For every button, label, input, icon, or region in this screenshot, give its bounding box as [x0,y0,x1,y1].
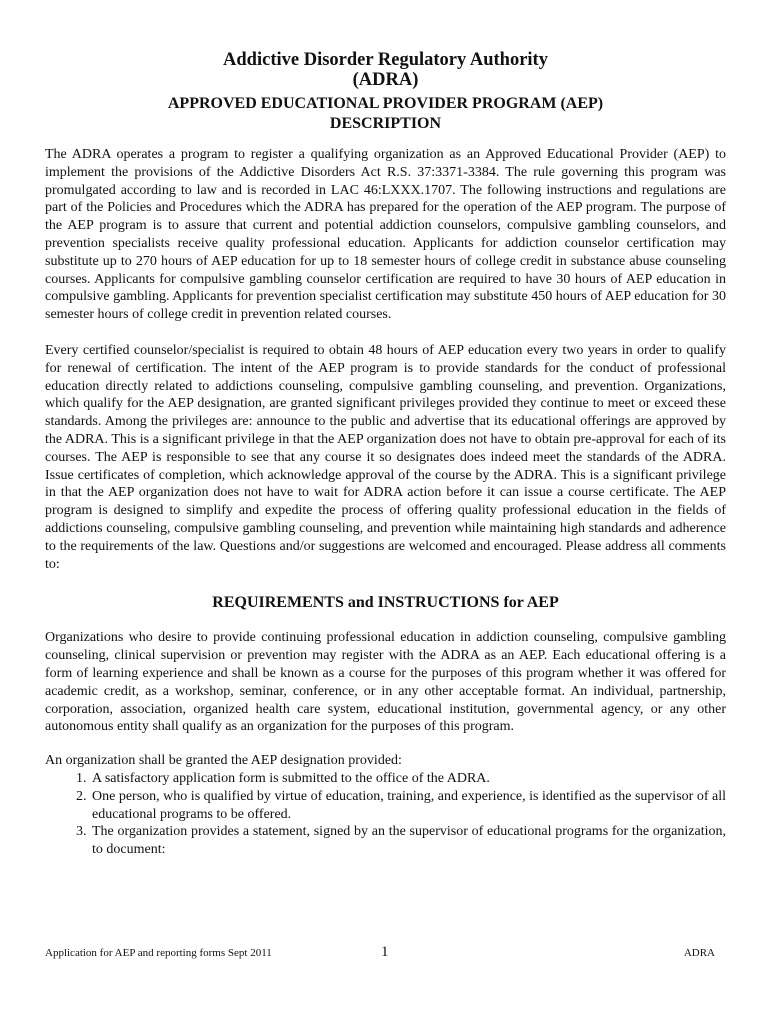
page-footer [45,944,715,964]
title-line-2: (ADRA) [352,70,419,90]
paragraph-organizations: Organizations who desire to provide continuing professional education in addiction counseling, compulsive gambling counseling, clinical supervision or prevention may register with the ADRA as an AEP. Each educational offering is a form of learning experience and shall be known as a course for the purposes of this program whether it was offered for academic credit, as a workshop, seminar, conference, or in any other acceptable format. An individual, partnership, corporation, association, organized health care system, educational institution, governmental agency, or any other autonomous entity shall qualify as an organization for the purposes of this program. [45,630,726,735]
subtitle-line-1: APPROVED EDUCATIONAL PROVIDER PROGRAM (AEP) [167,95,604,112]
paragraph-certification-renewal: Every certified counselor/specialist is required to obtain 48 hours of AEP education every two years in order to qualify for renewal of certification. The intent of the AEP program is to provide standards for the conduct of professional education directly related to addictions counseling, compulsive gambling counseling, and prevention. Organizations, which qualify for the AEP designation, are granted significant privileges provided they continue to meet or exceed these standards. Among the privileges are: announce to the public and advertise that its educational offerings are approved by the ADRA. This is a significant privilege in that the AEP organization does not have to obtain pre-approval for each of its courses. The AEP is responsible to see that any course it so designates does indeed meet the standards of the ADRA. Issue certificates of completion, which acknowledge approval of the course by the ADRA. This is a significant privilege in that the AEP organization does not have to wait for ADRA action before it can issue a course certificate. The AEP program is designed to simplify and expedite the process of offering quality professional education in the fields of addictions counseling, compulsive gambling counseling, and prevention while maintaining high standards and adherence to the requirements of the law. Questions and/or suggestions are welcomed and encouraged. Please address all comments to: [45,342,726,572]
list-item: 1. A satisfactory application form is submitted to the office of the ADRA. [90,770,726,788]
footer-organization: ADRA [683,947,715,959]
footer-document-label: Application for AEP and reporting forms Sept 2011 [45,947,272,959]
page-number: 1 [381,944,389,960]
document-body [45,48,726,859]
paragraph-program-overview: The ADRA operates a program to register a qualifying organization as an Approved Educational Provider (AEP) to implement the provisions of the Addictive Disorders Act R.S. 37:3371-3384. The rule governing this program was promulgated according to law and is recorded in LAC 46:LXXX.1707. The following instructions and regulations are part of the Policies and Procedures which the ADRA has prepared for the operation of the AEP program. The purpose of the AEP program is to assure that current and potential addiction counselors, compulsive gambling counselors, and prevention specialists receive quality professional education. Applicants for addiction counselor certification may substitute up to 270 hours of AEP education for up to 18 semester hours of college credit in substance abuse counseling courses. Applicants for compulsive gambling counselor certification are required to have 30 hours of AEP education in compulsive gambling. Applicants for prevention specialist certification may substitute 450 hours of AEP education for 30 semester hours of college credit in prevention related courses. [45,147,726,323]
designation-requirements-list [45,770,726,859]
title-line-1: Addictive Disorder Regulatory Authority [223,50,548,70]
paragraph-designation-intro: An organization shall be granted the AEP designation provided: [45,753,402,769]
section-heading-requirements: REQUIREMENTS and INSTRUCTIONS for AEP [212,594,559,612]
subtitle-line-2: DESCRIPTION [329,115,442,132]
list-item: 3. The organization provides a statement, signed by an the supervisor of educational programs for the organization, to document: [90,823,726,859]
list-item: 2. One person, who is qualified by virtue of education, training, and experience, is identified as the supervisor of all educational programs to be offered. [90,788,726,824]
